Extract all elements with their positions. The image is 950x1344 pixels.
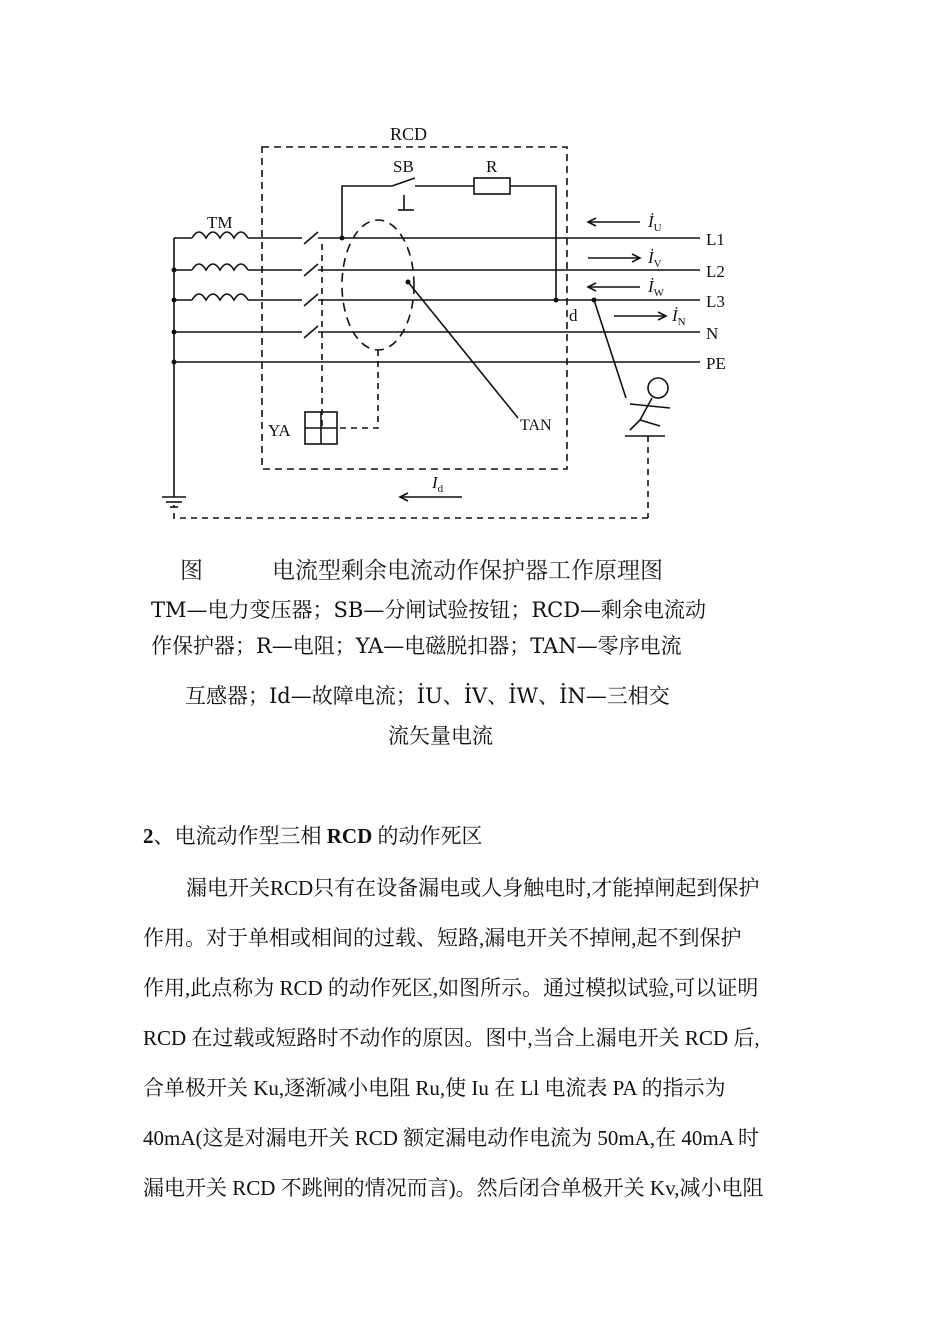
label-tan: TAN	[520, 417, 552, 434]
resistor-r	[474, 178, 510, 194]
label-iv: $İ_V$	[648, 248, 662, 270]
caption-line-4: 流矢量电流	[388, 724, 493, 748]
label-r: R	[486, 157, 498, 176]
label-d: d	[569, 306, 578, 325]
section-heading: 2、电流动作型三相 RCD 的动作死区	[143, 824, 483, 848]
caption-line-2: 作保护器；R—电阻；YA—电磁脱扣器；TAN—零序电流	[151, 634, 682, 658]
figure-title: 电流型剩余电流动作保护器工作原理图	[272, 558, 663, 584]
test-circuit-wire	[342, 186, 392, 238]
label-id: $I_d$	[432, 473, 444, 495]
rcd-schematic-diagram	[0, 0, 950, 560]
label-iw: $İ_W$	[648, 277, 665, 299]
label-sb: SB	[393, 157, 414, 176]
paragraph-line-2: 作用。对于单相或相间的过载、短路,漏电开关不掉闸,起不到保护	[143, 926, 742, 950]
label-l1: L1	[706, 230, 725, 249]
label-n: N	[706, 324, 719, 343]
figure-label: 图	[180, 558, 203, 584]
label-tm: TM	[207, 213, 233, 232]
label-ya: YA	[268, 421, 291, 440]
paragraph-line-5: 合单极开关 Ku,逐渐减小电阻 Ru,使 Iu 在 Ll 电流表 PA 的指示为	[143, 1076, 726, 1100]
label-in: $İ_N$	[672, 306, 686, 328]
paragraph-line-3: 作用,此点称为 RCD 的动作死区,如图所示。通过模拟试验,可以证明	[143, 976, 759, 1000]
tm-coil-3	[192, 294, 248, 300]
tan-core	[342, 220, 414, 350]
label-l3: L3	[706, 292, 725, 311]
paragraph-line-4: RCD 在过载或短路时不动作的原因。图中,当合上漏电开关 RCD 后,	[143, 1026, 760, 1050]
paragraph-line-6: 40mA(这是对漏电开关 RCD 额定漏电动作电流为 50mA,在 40mA 时	[143, 1126, 760, 1150]
label-rcd: RCD	[390, 124, 428, 144]
label-iu: $İ_U$	[648, 212, 662, 234]
label-l2: L2	[706, 262, 725, 281]
paragraph-line-1: 漏电开关RCD只有在设备漏电或人身触电时,才能掉闸起到保护	[186, 876, 760, 900]
label-pe: PE	[706, 354, 726, 373]
caption-line-3: 互感器；Id—故障电流；İU、İV、İW、İN—三相交	[185, 684, 670, 708]
caption-line-1: TM—电力变压器；SB—分闸试验按钮；RCD—剩余电流动	[151, 598, 707, 622]
paragraph-line-7: 漏电开关 RCD 不跳闸的情况而言)。然后闭合单极开关 Kv,减小电阻	[143, 1176, 764, 1200]
tm-coil-1	[192, 232, 248, 238]
tm-coil-2	[192, 264, 248, 270]
